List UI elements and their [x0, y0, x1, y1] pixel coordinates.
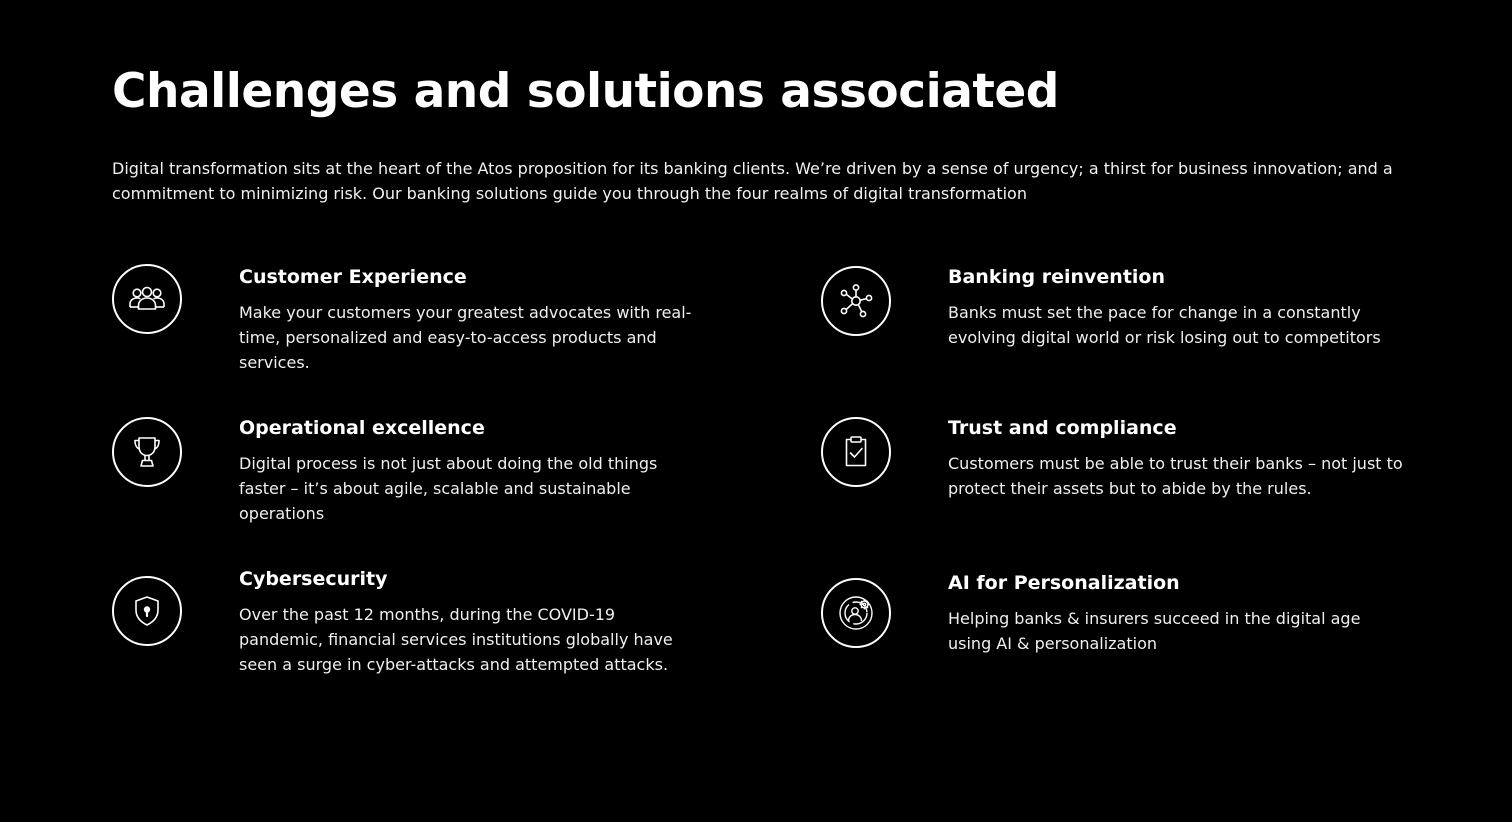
card-description: Digital process is not just about doing the old things faster – it’s about agile, scalable and sustainable operations [239, 454, 658, 523]
card-title: AI for Personalization [948, 572, 1180, 594]
trophy-icon [112, 417, 182, 487]
users-group-icon [112, 264, 182, 334]
card-description: Make your customers your greatest advocates with real-time, personalized and easy-to-access products and services. [239, 303, 692, 372]
intro-paragraph: Digital transformation sits at the heart of the Atos proposition for its banking clients. We’re driven by a sense of urgency; a thirst for business innovation; and a commitment to minimizing risk. Our banking solutions guide you through the four realms of digital transformation [112, 159, 1393, 203]
network-nodes-icon [821, 266, 891, 336]
ai-person-gear-icon [821, 578, 891, 648]
card-title: Operational excellence [239, 417, 485, 439]
card-title: Banking reinvention [948, 266, 1165, 288]
card-title: Customer Experience [239, 266, 467, 288]
clipboard-check-icon [821, 417, 891, 487]
card-text [239, 415, 699, 526]
card-description: Customers must be able to trust their banks – not just to protect their assets but to abide by the rules. [948, 454, 1403, 498]
card-text [948, 570, 1408, 656]
card-description: Banks must set the pace for change in a constantly evolving digital world or risk losing out to competitors [948, 303, 1381, 347]
card-title: Cybersecurity [239, 568, 388, 590]
card-text [948, 415, 1408, 501]
card-description: Helping banks & insurers succeed in the digital age using AI & personalization [948, 609, 1361, 653]
card-title: Trust and compliance [948, 417, 1177, 439]
card-text [239, 566, 699, 677]
card-text [948, 264, 1408, 350]
card-description: Over the past 12 months, during the COVID-19 pandemic, financial services institutions globally have seen a surge in cyber-attacks and attempted attacks. [239, 605, 673, 674]
page-title: Challenges and solutions associated [112, 64, 1059, 119]
shield-lock-icon [112, 576, 182, 646]
card-text [239, 264, 699, 375]
